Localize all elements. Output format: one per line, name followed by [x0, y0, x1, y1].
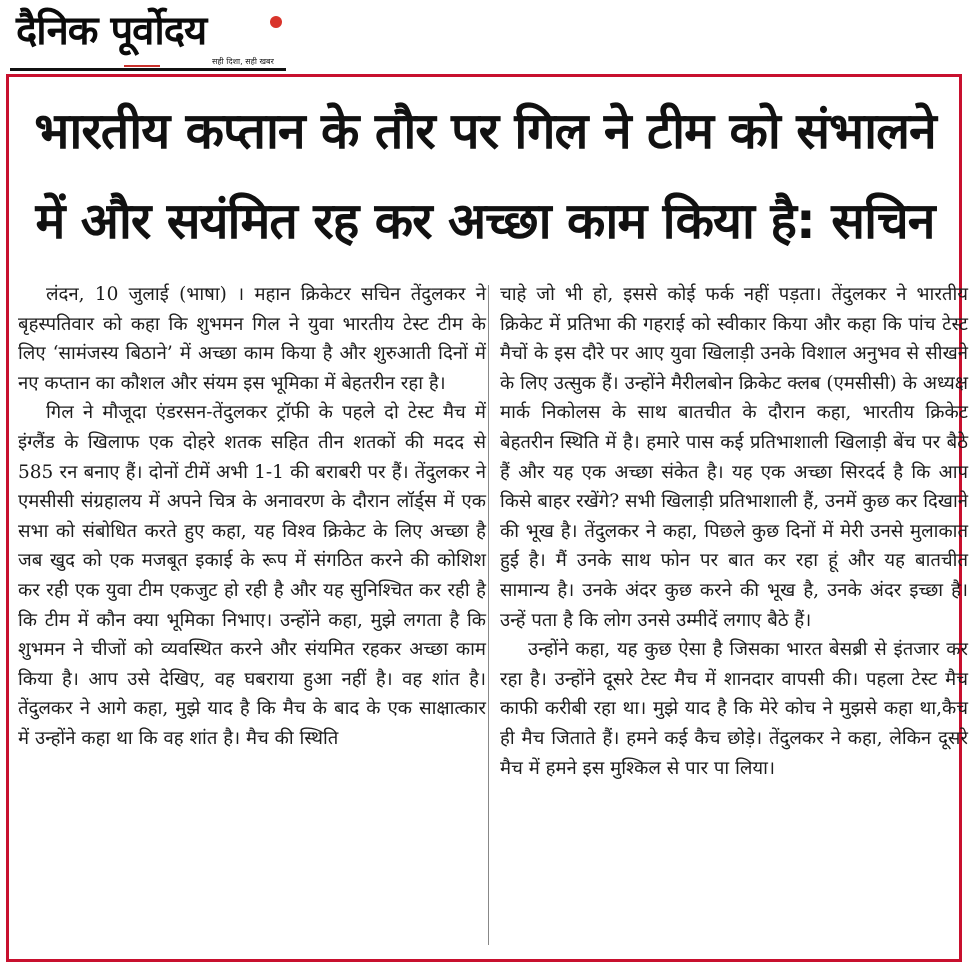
article-paragraph: चाहे जो भी हो, इससे कोई फर्क नहीं पड़ता। तेंदुलकर ने भारतीय क्रिकेट में प्रतिभा की गहराई को स्वीकार किया और कहा कि पांच टेस्ट मैचों के इस दौरे पर आए युवा खिलाड़ी उनके विशाल अनुभव से सीखने के लिए उत्सुक हैं। उन्होंने मैरीलबोन क्रिकेट क्लब (एमसीसी) के अध्यक्ष मार्क निकोलस के साथ बातचीत के दौरान कहा, भारतीय क्रिकेट बेहतरीन स्थिति में है। हमारे पास कई प्रतिभाशाली खिलाड़ी बेंच पर बैठे हैं और यह एक अच्छा संकेत है। यह एक अच्छा सिरदर्द है कि आप किसे बाहर रखेंगे? सभी खिलाड़ी प्रतिभाशाली हैं, उनमें कुछ कर दिखाने की भूख है। तेंदुलकर ने कहा, पिछले कुछ दिनों में मेरी उनसे मुलाकात हुई है। मैं उनके साथ फोन पर बात कर रहा हूं और यह बातचीत सामान्य है। उनके अंदर कुछ करने की भूख है, उनके अंदर इच्छा है। उन्हें पता है कि लोग उनसे उम्मीदें लगाए बैठे हैं।: [500, 284, 968, 631]
masthead: [12, 8, 284, 70]
article-paragraph: लंदन, 10 जुलाई (भाषा) । महान क्रिकेटर सचिन तेंदुलकर ने बृहस्पतिवार को कहा कि शुभमन गिल ने युवा भारतीय टेस्ट टीम के लिए ‘सामंजस्य बिठाने’ में अच्छा काम किया है और शुरुआती दिनों में नए कप्तान का कौशल और संयम इस भूमिका में बेहतरीन रहा है।: [18, 284, 486, 394]
article-paragraph: उन्होंने कहा, यह कुछ ऐसा है जिसका भारत बेसब्री से इंतजार कर रहा है। उन्होंने दूसरे टेस्ट मैच में शानदार वापसी की। पहला टेस्ट मैच काफी करीबी रहा था। मुझे याद है कि मेरे कोच ने मुझसे कहा था,कैच ही मैच जिताते हैं। हमने कई कैच छोड़े। तेंदुलकर ने कहा, लेकिन दूसरे मैच में हमने इस मुश्किल से पार पा लिया।: [500, 639, 968, 779]
column-divider: [488, 285, 489, 945]
masthead-logo: दैनिक पूर्वोदय: [16, 8, 207, 54]
article-headline: भारतीय कप्तान के तौर पर गिल ने टीम को संभालने में और सयंमित रह कर अच्छा काम किया है: सचिन: [34, 102, 936, 250]
article-column-right: [500, 280, 968, 783]
masthead-tagline: सही दिशा, सही खबर: [212, 57, 274, 66]
article-paragraph: गिल ने मौजूदा एंडरसन-तेंदुलकर ट्रॉफी के पहले दो टेस्ट मैच में इंग्लैंड के खिलाफ एक दोहरे शतक सहित तीन शतकों की मदद से 585 रन बनाए हैं। दोनों टीमें अभी 1-1 की बराबरी पर हैं। तेंदुलकर ने एमसीसी संग्रहालय में अपने चित्र के अनावरण के दौरान लॉर्ड्स में एक सभा को संबोधित करते हुए कहा, यह विश्व क्रिकेट के लिए अच्छा है जब खुद को एक मजबूत इकाई के रूप में संगठित करने की कोशिश कर रही एक युवा टीम एकजुट हो रही है और यह सुनिश्चित कर रही है कि टीम में कौन क्या भूमिका निभाए। उन्होंने कहा, मुझे लगता है कि शुभमन ने चीजों को व्यवस्थित करने और संयमित रहकर अच्छा काम किया है। आप उसे देखिए, वह घबराया हुआ नहीं है। वह शांत है। तेंदुलकर ने आगे कहा, मुझे याद है कि मैच के बाद के एक साक्षात्कार में उन्होंने कहा था कि वह शांत है। मैच की स्थिति: [18, 402, 486, 749]
masthead-rule-accent: [124, 65, 160, 67]
masthead-dot-icon: [270, 16, 282, 28]
article-column-left: [18, 280, 486, 754]
masthead-rule: [10, 68, 286, 71]
